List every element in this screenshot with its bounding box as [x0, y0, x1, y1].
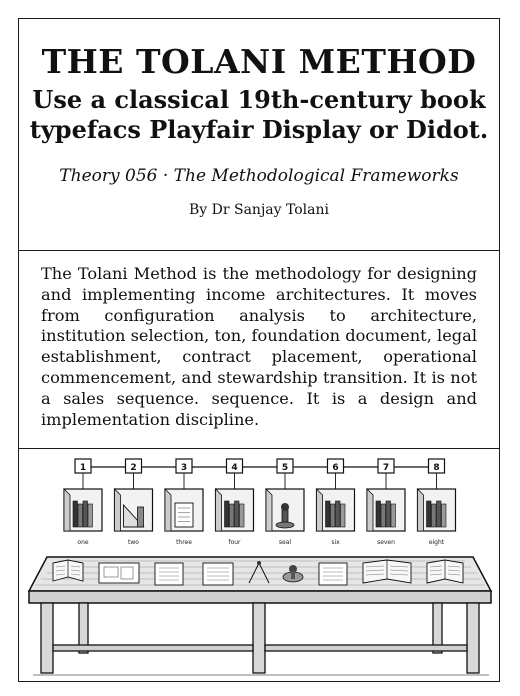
desk-item-2: [99, 563, 139, 583]
station-label: seal: [278, 539, 292, 546]
subtitle-line-1: Use a classical 19th-century book: [32, 85, 486, 114]
illustration-section: [19, 449, 499, 681]
station-label: three: [176, 539, 192, 546]
workbench-illustration: [19, 449, 499, 681]
station-2: [115, 459, 153, 546]
station-number: 6: [332, 463, 339, 473]
station-number: 2: [130, 463, 137, 473]
station-label: six: [331, 539, 340, 546]
station-1: [64, 459, 102, 546]
body-paragraph: The Tolani Method is the methodology for designing and implementing income architectures. It moves from configuration analysis to architecture, institution selection, ton, foundation document, legal establishment, contract placement, operational commencement, and stewardship transition. It is not a sales sequence. sequence. It is a design and implementation discipline.: [41, 264, 477, 429]
desk-item-4: [203, 563, 233, 585]
station-label: seven: [377, 539, 395, 546]
station-number: 8: [433, 463, 440, 473]
station-number: 3: [180, 463, 188, 473]
author-line: By Dr Sanjay Tolani: [188, 202, 329, 218]
station-5: [266, 459, 304, 546]
subtitle-line-2: typefacs Playfair Display or Didot.: [29, 115, 489, 144]
station-label: two: [128, 539, 139, 546]
body-section: [19, 251, 499, 447]
table-apron: [29, 591, 491, 603]
table-legs: [41, 603, 479, 673]
desk-item-7: [319, 563, 347, 585]
desk-item-3: [155, 563, 183, 585]
page-title: THE TOLANI METHOD: [41, 42, 477, 81]
station-number: 4: [231, 463, 238, 473]
station-4: [216, 459, 254, 546]
station-number: 1: [79, 463, 87, 473]
station-8: [418, 459, 456, 546]
station-number: 5: [281, 463, 289, 473]
station-label: eight: [428, 539, 445, 546]
station-6: [317, 459, 355, 546]
station-label: four: [228, 539, 241, 546]
title-section: [19, 19, 499, 250]
series-line: Theory 056 · The Methodological Frameworks: [59, 166, 459, 186]
station-7: [367, 459, 405, 546]
station-label: one: [77, 539, 89, 546]
station-3: [165, 459, 203, 546]
page-frame: [18, 18, 500, 682]
station-number: 7: [382, 463, 390, 473]
